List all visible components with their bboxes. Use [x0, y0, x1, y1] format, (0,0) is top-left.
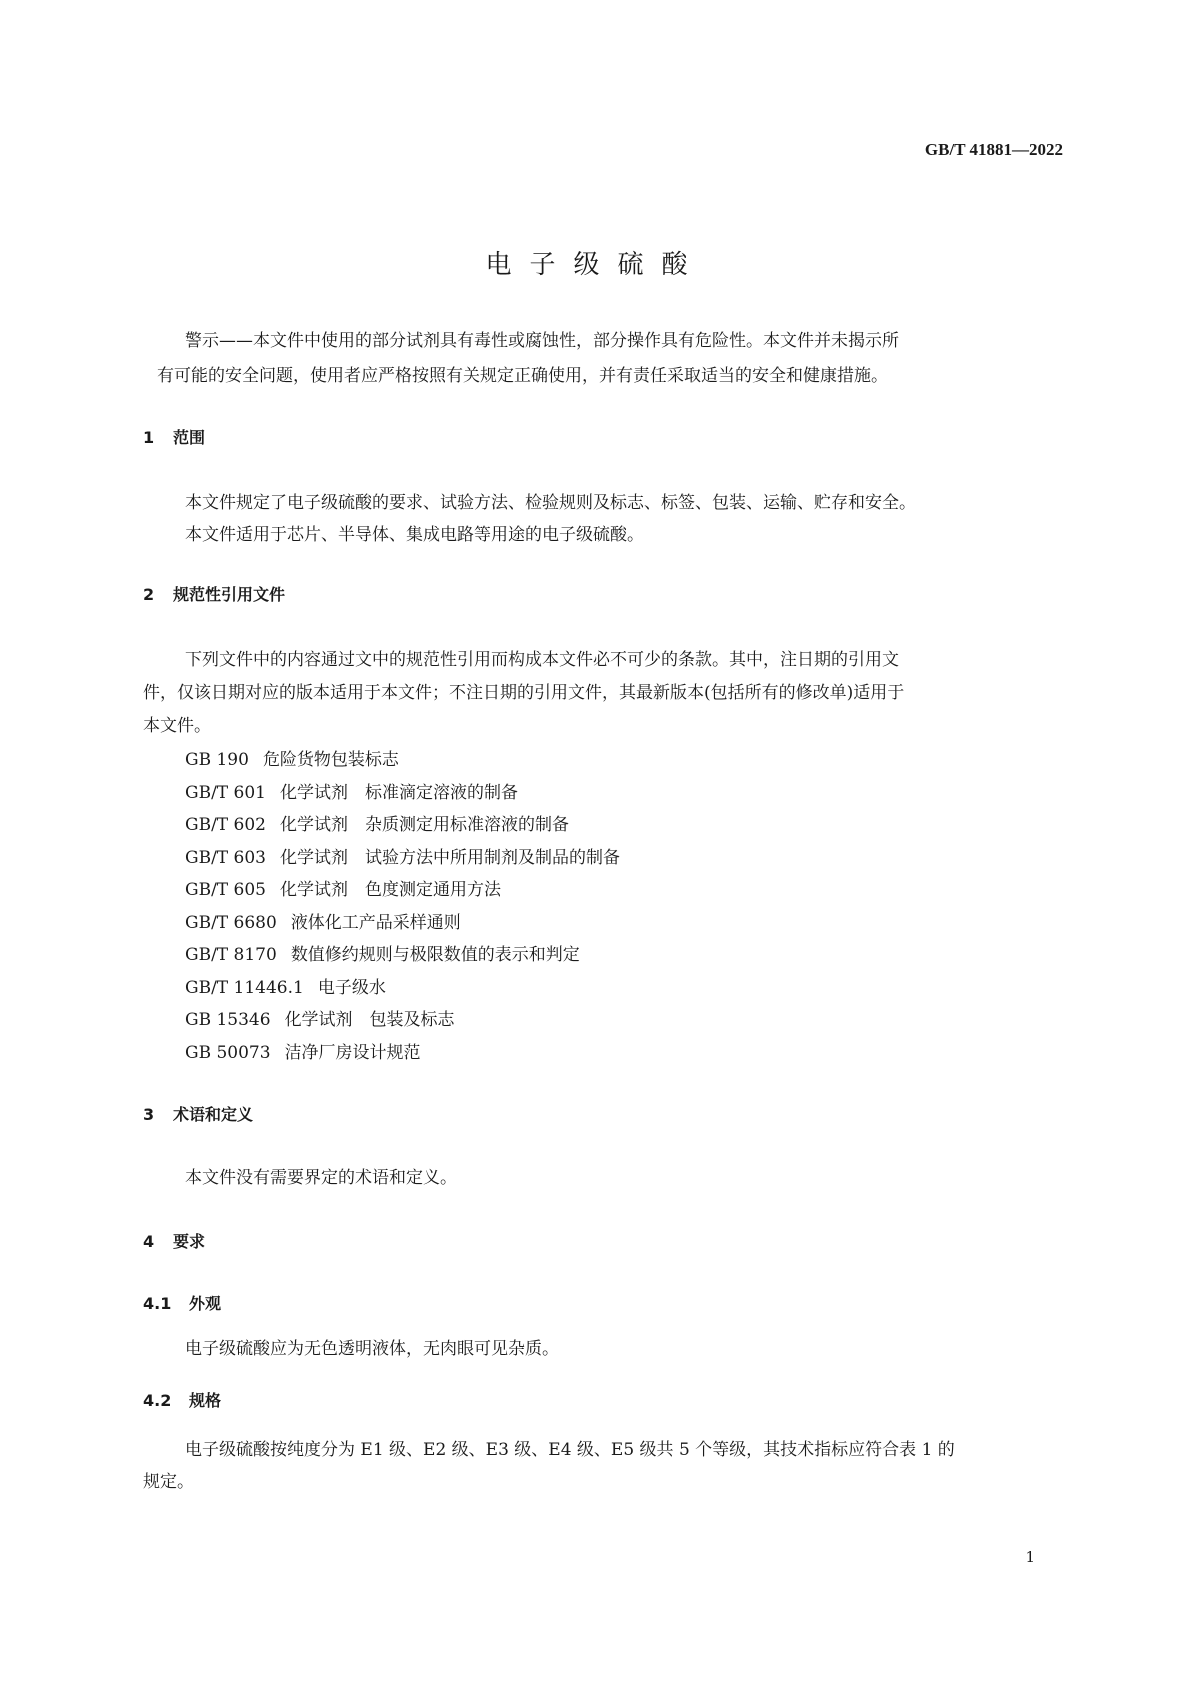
reference-code: GB/T 602: [185, 815, 266, 835]
paragraph: 本文件没有需要界定的术语和定义。: [185, 1168, 457, 1188]
standard-number: GB/T 41881—2022: [924, 140, 1063, 159]
reference-item: [185, 875, 501, 900]
paragraph: 下列文件中的内容通过文中的规范性引用而构成本文件必不可少的条款。其中，注日期的引用文: [185, 650, 899, 670]
reference-code: GB/T 11446.1: [185, 977, 304, 998]
paragraph: 本文件规定了电子级硫酸的要求、试验方法、检验规则及标志、标签、包装、运输、贮存和安全。: [185, 493, 916, 513]
paragraph: 件，仅该日期对应的版本适用于本文件；不注日期的引用文件，其最新版本(包括所有的修改单)适用于: [143, 683, 905, 703]
reference-title: 危险货物包装标志: [262, 750, 399, 770]
reference-title: 洁净厂房设计规范: [284, 1042, 421, 1063]
reference-item: [185, 973, 386, 998]
paragraph: 本文件适用于芯片、半导体、集成电路等用途的电子级硫酸。: [185, 525, 644, 545]
section-heading-4-1: 4.1 外观: [143, 1294, 222, 1313]
reference-title: 液体化工产品采样通则: [290, 912, 461, 933]
reference-title: 化学试剂 标准滴定溶液的制备: [280, 782, 518, 803]
reference-title: 电子级水: [317, 977, 386, 998]
reference-code: GB 190: [185, 750, 249, 770]
document-title: 电子级硫酸: [485, 250, 706, 280]
section-heading-4-2: 4.2 规格: [143, 1391, 222, 1410]
section-heading-4: 4 要求: [143, 1232, 206, 1251]
reference-item: [185, 908, 461, 933]
warning-line-2: 有可能的安全问题，使用者应严格按照有关规定正确使用，并有责任采取适当的安全和健康措施。: [157, 366, 888, 386]
reference-title: 化学试剂 杂质测定用标准溶液的制备: [280, 815, 569, 835]
reference-item: [185, 810, 569, 835]
reference-item: [185, 745, 399, 770]
section-heading-3: 3 术语和定义: [143, 1105, 254, 1124]
reference-code: GB/T 603: [185, 847, 266, 868]
reference-code: GB/T 601: [185, 782, 266, 803]
reference-item: [185, 940, 580, 965]
warning-line-1: 警示——本文件中使用的部分试剂具有毒性或腐蚀性，部分操作具有危险性。本文件并未揭示所: [185, 331, 899, 351]
reference-title: 数值修约规则与极限数值的表示和判定: [290, 945, 580, 965]
reference-code: GB 15346: [185, 1010, 271, 1030]
paragraph: 电子级硫酸应为无色透明液体，无肉眼可见杂质。: [185, 1339, 559, 1359]
page-number: 1: [1025, 1548, 1035, 1566]
section-heading-1: 1 范围: [143, 428, 206, 447]
reference-title: 化学试剂 试验方法中所用制剂及制品的制备: [280, 847, 620, 868]
paragraph: 规定。: [143, 1472, 194, 1492]
reference-title: 化学试剂 包装及标志: [284, 1010, 455, 1030]
section-heading-2: 2 规范性引用文件: [143, 585, 286, 604]
paragraph: 本文件。: [143, 716, 211, 736]
reference-title: 化学试剂 色度测定通用方法: [280, 880, 501, 900]
reference-item: [185, 1005, 455, 1030]
reference-item: [185, 843, 620, 868]
reference-item: [185, 1038, 421, 1063]
reference-code: GB/T 6680: [185, 912, 277, 933]
reference-item: [185, 778, 518, 803]
reference-code: GB/T 605: [185, 880, 266, 900]
reference-code: GB/T 8170: [185, 945, 277, 965]
paragraph: 电子级硫酸按纯度分为 E1 级、E2 级、E3 级、E4 级、E5 级共 5 个等级，其技术指标应符合表 1 的: [185, 1440, 955, 1460]
reference-code: GB 50073: [185, 1042, 271, 1063]
